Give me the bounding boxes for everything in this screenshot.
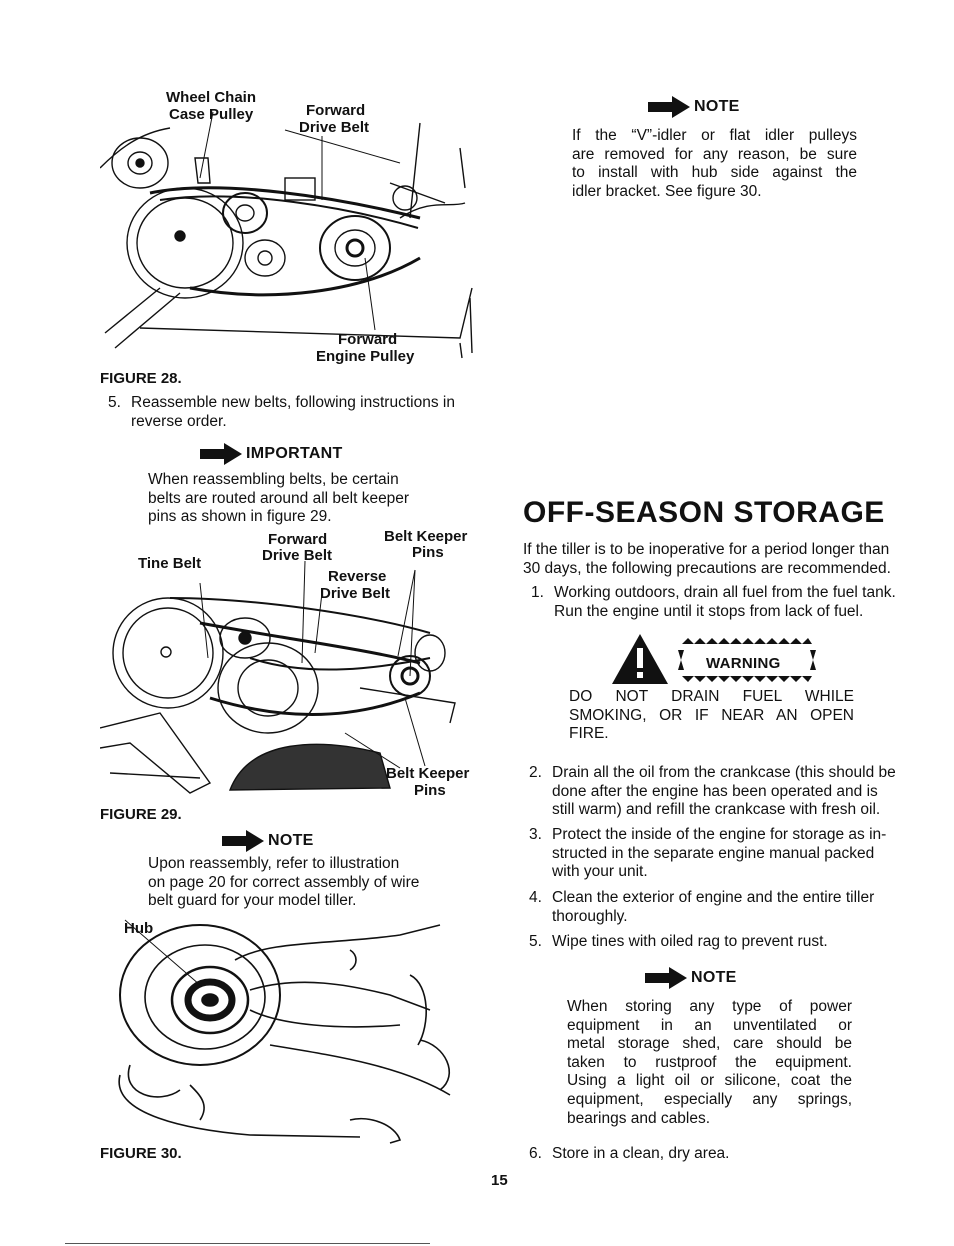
- text-line: equipment in an unventilated or: [567, 1016, 852, 1034]
- text-line: belts are routed around all belt keeper: [148, 489, 410, 507]
- footer-rule: [65, 1243, 430, 1244]
- figure-30: [100, 915, 460, 1150]
- note-label: NOTE: [694, 98, 740, 116]
- important-heading: [200, 443, 343, 465]
- text-line: When reassembling belts, be certain: [148, 471, 399, 488]
- step-number: 5.: [108, 394, 121, 411]
- label-drive-belt: Drive Belt: [262, 547, 333, 564]
- label-case-pulley: Case Pulley: [169, 106, 254, 123]
- text-line: metal storage shed, care should be: [567, 1035, 852, 1053]
- text-line: thoroughly.: [552, 907, 628, 925]
- text-line: Working outdoors, drain all fuel from the fuel tank.: [554, 584, 896, 601]
- text-line: taken to rustproof the equipment.: [567, 1053, 852, 1071]
- note-heading-left: [222, 830, 314, 852]
- figure-30-caption: FIGURE 30.: [100, 1145, 182, 1162]
- text-line: Upon reassembly, refer to illustration: [148, 855, 400, 872]
- step-number: 5.: [529, 933, 542, 950]
- text-line: Using a light oil or silicone, coat the: [567, 1072, 852, 1090]
- text-line: structed in the separate engine manual packed: [552, 844, 875, 862]
- warning-triangle-icon: [610, 632, 670, 686]
- right-arrow-icon: [645, 967, 687, 989]
- text-line: When storing any type of power: [567, 998, 852, 1015]
- storage-intro: [523, 541, 891, 578]
- label-reverse: Reverse: [328, 568, 387, 585]
- text-line: 30 days, the following precautions are recommended.: [523, 559, 891, 577]
- text-line: Run the engine until it stops from lack of fuel.: [554, 602, 864, 620]
- text-line: SMOKING, OR IF NEAR AN OPEN: [569, 706, 854, 724]
- text-line: bearings and cables.: [567, 1109, 711, 1127]
- step-number: 6.: [529, 1145, 542, 1162]
- section-title: [523, 496, 885, 530]
- label-belt-keeper-bottom: Belt Keeper: [386, 765, 470, 782]
- step-number: 1.: [531, 584, 544, 601]
- figure-29-caption: FIGURE 29.: [100, 806, 182, 823]
- right-arrow-icon: [200, 443, 242, 465]
- text-line: are removed for any reason, be sure: [572, 145, 857, 163]
- right-arrow-icon: [222, 830, 264, 852]
- figure-28: [100, 88, 480, 373]
- text-line: belt guard for your model tiller.: [148, 892, 357, 910]
- label-belt-keeper: Belt Keeper: [384, 528, 468, 545]
- warning-block: [610, 632, 820, 688]
- text-line: If the tiller is to be inoperative for a period longer than: [523, 541, 890, 558]
- label-forward: Forward: [268, 531, 328, 548]
- text-line: with your unit.: [552, 863, 648, 881]
- label-forward: Forward: [306, 102, 366, 119]
- text-line: Protect the inside of the engine for storage as in-: [552, 826, 887, 843]
- figure-29: [100, 528, 480, 800]
- warning-label: WARNING: [706, 655, 781, 672]
- off-season-storage-heading: OFF-SEASON STORAGE: [523, 496, 885, 529]
- label-wheel-chain: Wheel Chain: [166, 89, 257, 106]
- label-engine-pulley: Engine Pulley: [316, 348, 415, 365]
- text-line: still warm) and refill the crankcase with fresh oil.: [552, 801, 881, 819]
- text-line: DO NOT DRAIN FUEL WHILE: [569, 688, 854, 705]
- text-line: FIRE.: [569, 725, 609, 743]
- text-line: Wipe tines with oiled rag to prevent rust.: [552, 933, 828, 950]
- note-text-right: [572, 127, 857, 201]
- important-label: IMPORTANT: [246, 445, 343, 463]
- text-line: to install with hub side against the: [572, 164, 857, 182]
- note-heading-right: [648, 96, 740, 118]
- figure-28-illustration: [100, 88, 480, 373]
- text-line: If the “V”-idler or flat idler pulleys: [572, 127, 857, 144]
- figure-28-caption: FIGURE 28.: [100, 370, 182, 387]
- note-heading-storage: [645, 967, 737, 989]
- figure-30-illustration: [100, 915, 460, 1150]
- right-arrow-icon: [648, 96, 690, 118]
- step-number: 4.: [529, 889, 542, 906]
- label-drive-belt: Drive Belt: [299, 119, 370, 136]
- step-number: 2.: [529, 764, 542, 781]
- step-line: Reassemble new belts, following instructions in: [131, 394, 455, 411]
- label-hub: Hub: [124, 920, 154, 937]
- text-line: idler bracket. See figure 30.: [572, 182, 762, 200]
- label-forward-engine: Forward: [338, 331, 398, 348]
- text-line: on page 20 for correct assembly of wire: [148, 873, 420, 891]
- text-line: equipment, especially any springs,: [567, 1090, 852, 1108]
- label-reverse-drive-belt: Drive Belt: [320, 585, 391, 602]
- note-text-storage: [567, 998, 852, 1128]
- label-pins: Pins: [412, 544, 444, 561]
- label-tine-belt: Tine Belt: [138, 555, 202, 572]
- text-line: Clean the exterior of engine and the entire tiller: [552, 889, 875, 906]
- note-text-left: [148, 855, 419, 911]
- label-pins-bottom: Pins: [414, 782, 446, 799]
- step-line: reverse order.: [131, 413, 227, 430]
- warning-text: [569, 688, 854, 744]
- text-line: pins as shown in figure 29.: [148, 508, 332, 526]
- note-label: NOTE: [691, 969, 737, 987]
- step-number: 3.: [529, 826, 542, 843]
- text-line: Store in a clean, dry area.: [552, 1145, 730, 1162]
- text-line: Drain all the oil from the crankcase (this should be: [552, 764, 896, 781]
- note-label: NOTE: [268, 832, 314, 850]
- text-line: done after the engine has been operated and is: [552, 782, 878, 800]
- important-text: [148, 471, 409, 527]
- page-number: 15: [491, 1172, 508, 1189]
